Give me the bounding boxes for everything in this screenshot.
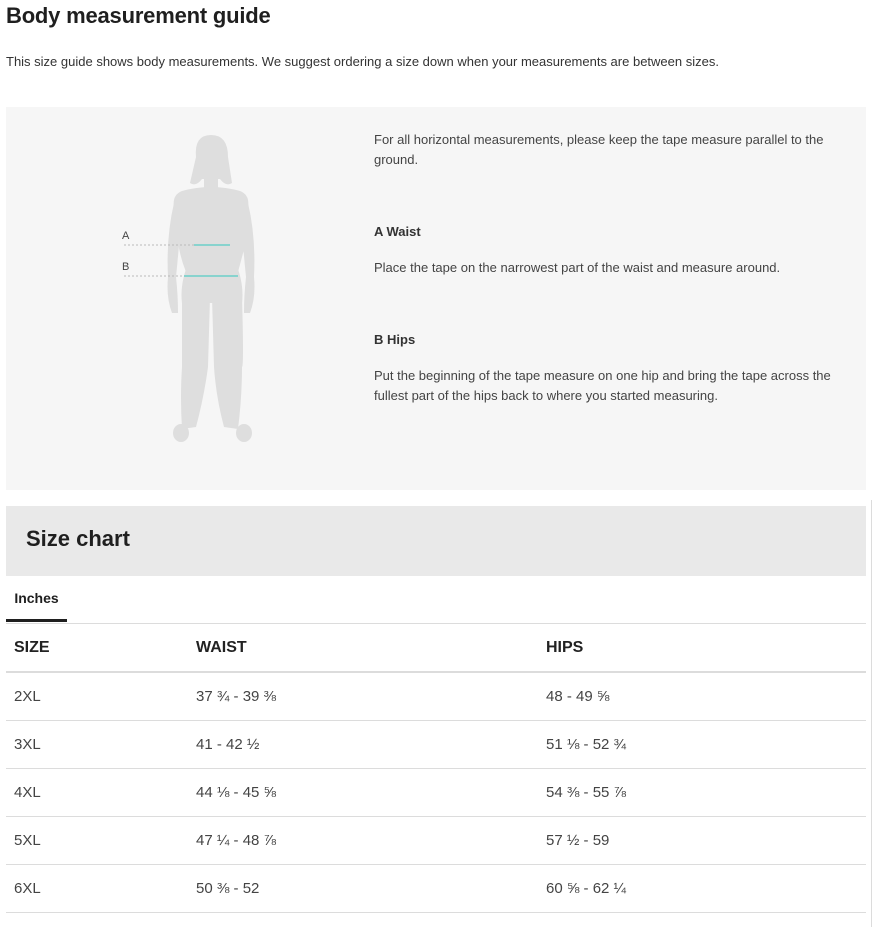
panel-divider [871, 500, 872, 927]
table-row [6, 769, 866, 817]
waist-cell: 44 ⅛ - 45 ⅝ [188, 769, 538, 817]
hips-cell: 54 ⅜ - 55 ⅞ [538, 769, 866, 817]
general-instruction: For all horizontal measurements, please keep the tape measure parallel to the ground. [374, 132, 824, 167]
hips-cell: 51 ⅛ - 52 ¾ [538, 721, 866, 769]
column-header-waist: WAIST [188, 624, 538, 672]
measurement-guide-panel [6, 107, 866, 490]
size-cell: 5XL [6, 817, 188, 865]
body-silhouette-illustration [6, 107, 366, 490]
marker-b: B [122, 261, 130, 273]
unit-tab-bar [6, 576, 866, 624]
hips-cell: 57 ½ - 59 [538, 817, 866, 865]
body-figure [6, 107, 366, 490]
column-header-hips: HIPS [538, 624, 866, 672]
waist-description: Place the tape on the narrowest part of the waist and measure around. [374, 260, 781, 275]
size-chart-title: Size chart [26, 526, 130, 551]
waist-heading: A Waist [374, 224, 421, 239]
waist-cell: 50 ⅜ - 52 [188, 865, 538, 913]
table-row [6, 865, 866, 913]
size-cell: 3XL [6, 721, 188, 769]
size-cell: 4XL [6, 769, 188, 817]
page-title: Body measurement guide [6, 3, 271, 28]
hips-description: Put the beginning of the tape measure on one hip and bring the tape across the fullest part of the hips back to where you started measuring. [374, 368, 831, 403]
waist-cell: 47 ¼ - 48 ⅞ [188, 817, 538, 865]
waist-cell: 37 ¾ - 39 ⅜ [188, 672, 538, 721]
size-cell: 2XL [6, 672, 188, 721]
table-row [6, 817, 866, 865]
column-header-size: SIZE [6, 624, 188, 672]
hips-heading: B Hips [374, 332, 416, 347]
table-header-row [6, 624, 866, 672]
size-cell: 6XL [6, 865, 188, 913]
intro-text: This size guide shows body measurements. We suggest ordering a size down when your measurements are between sizes. [6, 54, 719, 69]
size-chart-header [6, 506, 866, 576]
size-table [6, 624, 866, 913]
marker-a: A [122, 230, 130, 242]
table-row [6, 672, 866, 721]
tab-inches[interactable]: Inches [6, 576, 67, 622]
table-row [6, 721, 866, 769]
waist-cell: 41 - 42 ½ [188, 721, 538, 769]
hips-cell: 48 - 49 ⅝ [538, 672, 866, 721]
hips-cell: 60 ⅝ - 62 ¼ [538, 865, 866, 913]
